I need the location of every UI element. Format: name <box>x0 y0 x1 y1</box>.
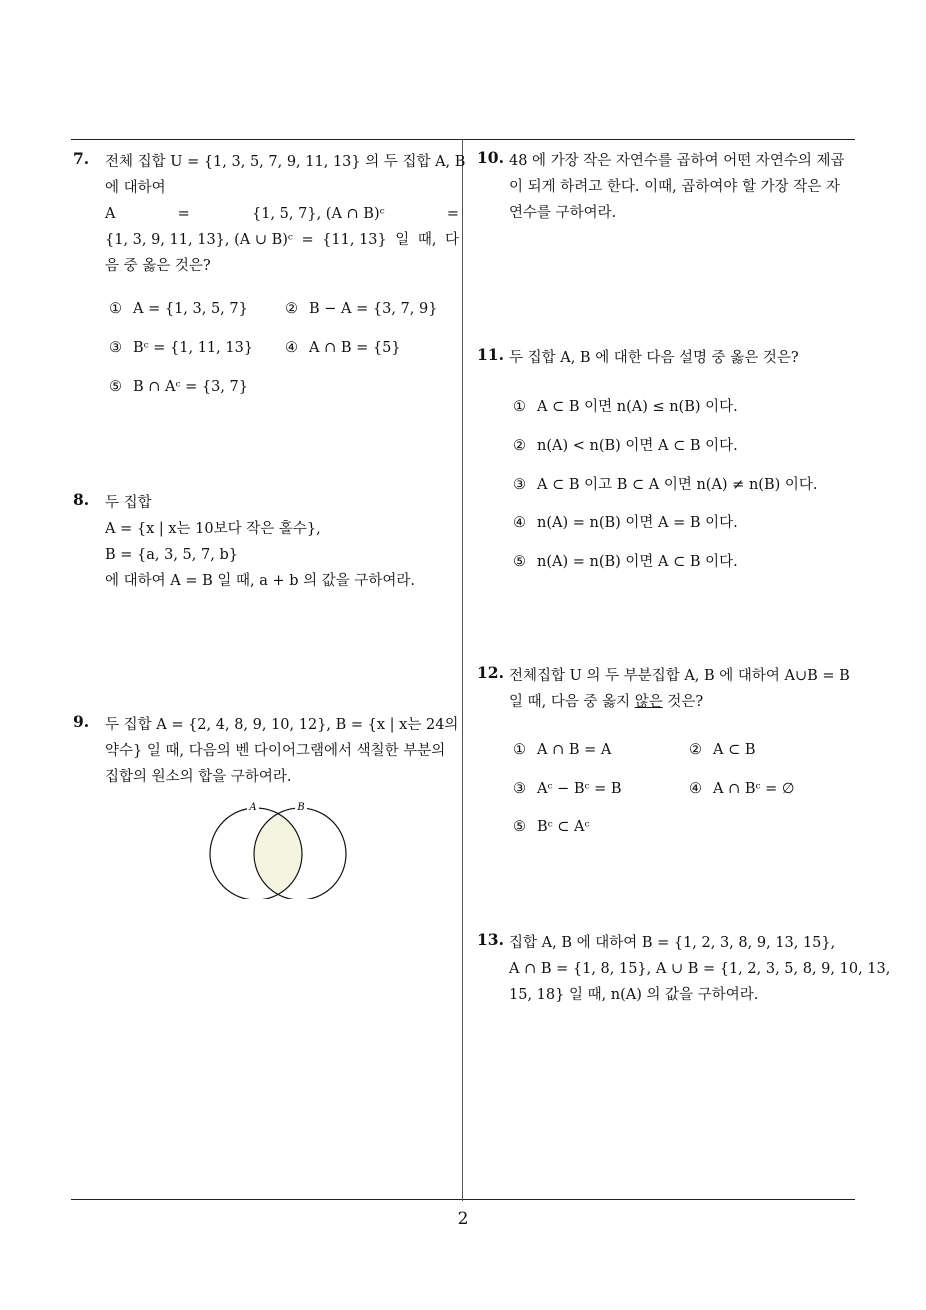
text-line: 이 되게 하려고 한다. 이때, 곱하여야 할 가장 작은 자 <box>509 179 840 195</box>
problem-text <box>105 149 466 279</box>
text-line: 두 집합 A = {2, 4, 8, 9, 10, 12}, B = {x | x는 24의 <box>105 717 459 733</box>
text-word: {11, 13} <box>322 232 387 248</box>
text-line: 집합 A, B 에 대하여 B = {1, 2, 3, 8, 9, 13, 15}, <box>509 935 836 951</box>
text-line: B = {a, 3, 5, 7, b} <box>105 547 238 563</box>
problem-text <box>105 490 459 594</box>
text-line: 두 집합 <box>105 495 152 511</box>
problem-text <box>105 712 459 790</box>
text-word: A <box>105 206 116 222</box>
problem-number: 8. <box>73 490 90 509</box>
text-line: 연수를 구하여라. <box>509 205 617 221</box>
problem-text <box>509 148 859 226</box>
problem-number: 10. <box>477 148 504 167</box>
text-line: 전체 집합 U = {1, 3, 5, 7, 9, 11, 13} 의 두 집합 A, B <box>105 154 466 170</box>
choice-3[interactable]: ③ Aᶜ − Bᶜ = B <box>513 781 622 797</box>
venn-label-a: A <box>249 802 257 813</box>
text-line: 약수} 일 때, 다음의 벤 다이어그램에서 색칠한 부분의 <box>105 743 446 759</box>
choice-5[interactable]: ⑤ Bᶜ ⊂ Aᶜ <box>513 819 590 835</box>
text-line: 에 대하여 A = B 일 때, a + b 의 값을 구하여라. <box>105 573 415 589</box>
choice-2[interactable]: ② n(A) < n(B) 이면 A ⊂ B 이다. <box>513 438 738 454</box>
choice-list <box>513 395 858 570</box>
text-line: 두 집합 A, B 에 대한 다음 설명 중 옳은 것은? <box>509 350 799 366</box>
choice-1[interactable]: ① A = {1, 3, 5, 7} <box>109 301 248 317</box>
choice-2[interactable]: ② B − A = {3, 7, 9} <box>285 301 438 317</box>
problem-number: 12. <box>477 663 504 682</box>
page-number: 2 <box>457 1209 469 1229</box>
text-line: A = {x | x는 10보다 작은 홀수}, <box>105 521 321 537</box>
text-line: 일 때, 다음 중 옳지 않은 것은? <box>509 694 704 710</box>
text-word: 다 <box>444 232 459 248</box>
choice-3[interactable]: ③ A ⊂ B 이고 B ⊂ A 이면 n(A) ≠ n(B) 이다. <box>513 477 818 493</box>
problem-text <box>509 345 859 371</box>
choice-list <box>513 742 858 842</box>
text-word: = <box>301 232 314 248</box>
choice-3[interactable]: ③ Bᶜ = {1, 11, 13} <box>109 340 254 356</box>
text-word: 일 <box>395 232 410 248</box>
text-word: 때, <box>417 232 437 248</box>
problem-number: 11. <box>477 345 504 364</box>
text-line: 전체집합 U 의 두 부분집합 A, B 에 대하여 A∪B = B <box>509 668 850 684</box>
bottom-rule <box>71 1199 855 1200</box>
text-word: {1, 5, 7}, (A ∩ B)ᶜ <box>252 206 385 222</box>
problem-number: 9. <box>73 712 90 731</box>
choice-1[interactable]: ① A ⊂ B 이면 n(A) ≤ n(B) 이다. <box>513 399 738 415</box>
choice-1[interactable]: ① A ∩ B = A <box>513 742 612 758</box>
text-line: 15, 18} 일 때, n(A) 의 값을 구하여라. <box>509 987 759 1003</box>
choice-5[interactable]: ⑤ n(A) = n(B) 이면 A ⊂ B 이다. <box>513 554 738 570</box>
choice-2[interactable]: ② A ⊂ B <box>689 742 756 758</box>
text-line <box>105 201 459 227</box>
choice-4[interactable]: ④ A ∩ Bᶜ = ∅ <box>689 781 795 797</box>
text-word: = <box>446 206 459 222</box>
emphasis-underline: 않은 <box>634 694 663 710</box>
text-line: 음 중 옳은 것은? <box>105 258 211 274</box>
text-line: A ∩ B = {1, 8, 15}, A ∪ B = {1, 2, 3, 5, 8, 9, 10, 13, <box>509 961 891 977</box>
text-line <box>105 227 459 253</box>
problem-text <box>509 663 859 715</box>
problem-number: 13. <box>477 930 504 949</box>
venn-label-b: B <box>297 802 305 813</box>
top-rule <box>71 139 855 140</box>
choice-5[interactable]: ⑤ B ∩ Aᶜ = {3, 7} <box>109 379 249 395</box>
venn-diagram <box>208 799 353 899</box>
column-divider <box>462 139 463 1201</box>
text-word: {1, 3, 9, 11, 13}, (A ∪ B)ᶜ <box>105 232 293 248</box>
text-line: 48 에 가장 작은 자연수를 곱하여 어떤 자연수의 제곱 <box>509 153 845 169</box>
problem-number: 7. <box>73 149 90 168</box>
choice-4[interactable]: ④ n(A) = n(B) 이면 A = B 이다. <box>513 515 738 531</box>
choice-4[interactable]: ④ A ∩ B = {5} <box>285 340 401 356</box>
choice-list <box>109 301 459 411</box>
text-line: 집합의 원소의 합을 구하여라. <box>105 769 292 785</box>
text-line: 에 대하여 <box>105 180 166 196</box>
text-word: = <box>177 206 190 222</box>
problem-text <box>509 930 891 1008</box>
